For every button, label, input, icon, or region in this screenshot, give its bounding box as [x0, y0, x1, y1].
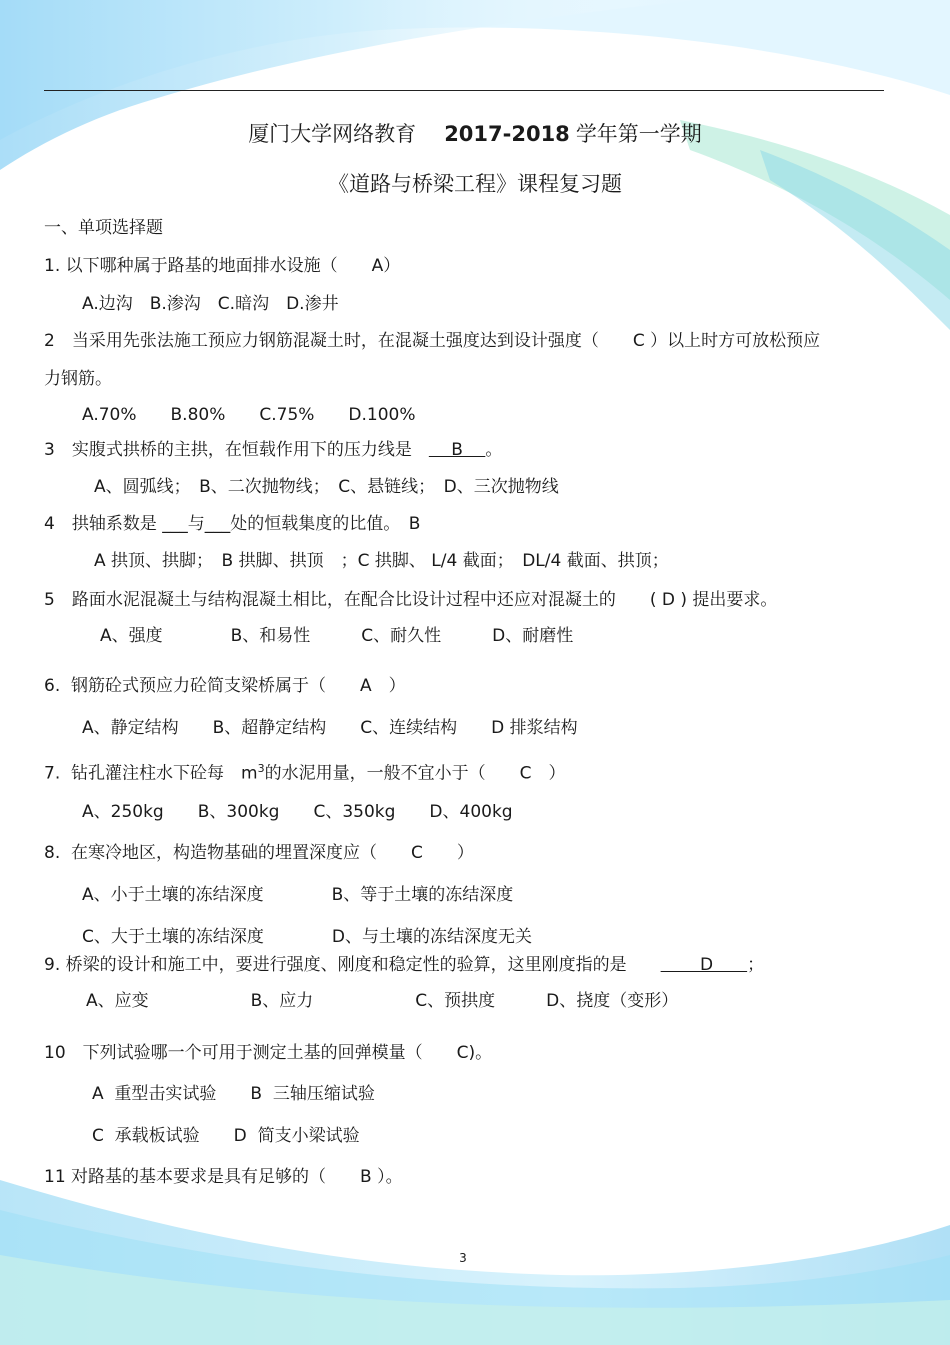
question-5-stem: 5 路面水泥混凝土与结构混凝土相比，在配合比设计过程中还应对混凝土的 ( D ) 提出要求。 [44, 590, 778, 610]
question-11-stem: 11 对路基的基本要求是具有足够的（ B ）。 [44, 1167, 403, 1187]
question-7-superscript: 3 [257, 762, 265, 775]
question-4-stem: 4 拱轴系数是 ___与___处的恒载集度的比值。 B [44, 514, 421, 534]
title-semester: 学年第一学期 [575, 122, 702, 146]
page-title [0, 121, 950, 147]
question-6-stem: 6. 钢筋砼式预应力砼简支梁桥属于（ A ） [44, 676, 406, 696]
section-heading: 一、单项选择题 [44, 218, 163, 238]
title-institution: 厦门大学网络教育 [248, 122, 417, 146]
question-3-options: A、圆弧线； B、二次抛物线； C、悬链线； D、三次抛物线 [94, 477, 559, 497]
course-subtitle: 《道路与桥梁工程》课程复习题 [328, 172, 622, 196]
question-2-stem: 2 当采用先张法施工预应力钢筋混凝土时，在混凝土强度达到设计强度（ C ）以上时方可放松预应 [44, 331, 821, 351]
question-4-options: A 拱顶、拱脚； B 拱脚、拱顶 ；C 拱脚、 L/4 截面； DL/4 截面、拱顶； [94, 551, 669, 571]
question-8-options-row1: A、小于土壤的冻结深度 B、等于土壤的冻结深度 [82, 885, 514, 905]
header-rule [44, 90, 884, 91]
question-10-options-row2: C 承载板试验 D 简支小梁试验 [92, 1126, 360, 1146]
question-1-options: A.边沟 B.渗沟 C.暗沟 D.渗井 [82, 294, 339, 314]
question-7-text: 7. 钻孔灌注柱水下砼每 m [44, 763, 258, 784]
question-7-tail: 的水泥用量，一般不宜小于（ C ） [264, 763, 566, 784]
page-number: 3 [459, 1251, 467, 1265]
question-8-stem: 8. 在寒冷地区，构造物基础的埋置深度应（ C ） [44, 843, 474, 863]
question-9-answer-blank: D [660, 955, 748, 975]
question-7-options: A、250kg B、300kg C、350kg D、400kg [82, 802, 513, 822]
question-9-stem [44, 954, 764, 976]
question-9-tail: ； [747, 955, 765, 975]
question-3-stem [44, 439, 502, 461]
question-2-options: A.70% B.80% C.75% D.100% [82, 405, 416, 425]
question-3-text: 3 实腹式拱桥的主拱，在恒载作用下的压力线是 [44, 440, 429, 460]
question-5-options: A、强度 B、和易性 C、耐久性 D、耐磨性 [100, 626, 574, 646]
question-1-stem: 1. 以下哪种属于路基的地面排水设施（ A） [44, 256, 401, 276]
question-10-options-row1: A 重型击实试验 B 三轴压缩试验 [92, 1084, 375, 1104]
question-9-options: A、应变 B、应力 C、预拱度 D、挠度（变形） [86, 991, 679, 1011]
question-3-tail: 。 [485, 440, 503, 460]
question-6-options: A、静定结构 B、超静定结构 C、连续结构 D 排浆结构 [82, 718, 578, 738]
question-10-stem: 10 下列试验哪一个可用于测定土基的回弹模量（ C)。 [44, 1043, 493, 1063]
title-year: 2017-2018 [444, 122, 570, 146]
question-8-options-row2: C、大于土壤的冻结深度 D、与土壤的冻结深度无关 [82, 927, 532, 947]
question-3-answer-blank: B [428, 440, 486, 460]
question-9-text: 9. 桥梁的设计和施工中，要进行强度、刚度和稳定性的验算，这里刚度指的是 [44, 955, 661, 975]
question-2-stem-cont: 力钢筋。 [44, 369, 112, 389]
question-7-stem [44, 758, 565, 785]
